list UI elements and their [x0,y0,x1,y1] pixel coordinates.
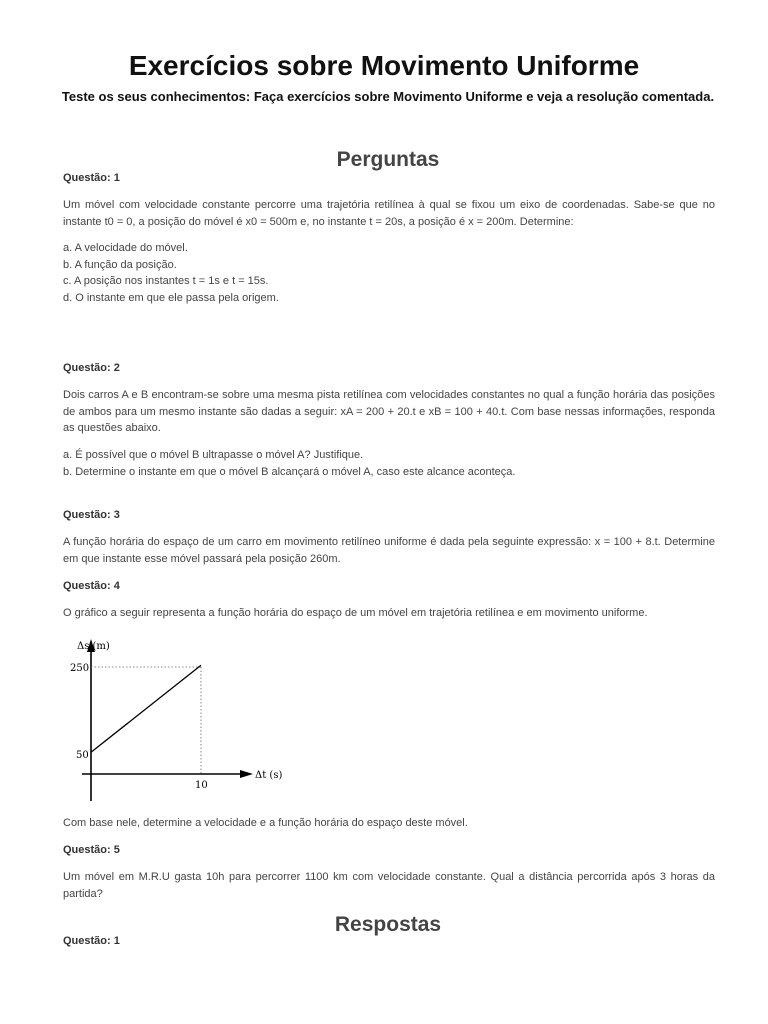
graph-y-axis-label: Δs (m) [77,641,110,652]
question-1-option-c: c. A posição nos instantes t = 1s e t = 15s. [63,275,269,287]
question-3-label: Questão: 3 [63,509,120,521]
graph-x-tick-10: 10 [195,780,208,791]
graph-y-tick-250: 250 [70,663,90,674]
graph-data-line [91,665,201,752]
question-2-options [63,447,515,480]
answer-1-label: Questão: 1 [63,935,120,947]
section-heading-perguntas: Perguntas [336,148,440,171]
page-title: Exercícios sobre Movimento Uniforme [128,50,640,81]
question-4-label: Questão: 4 [63,580,120,592]
question-2-text: Dois carros A e B encontram-se sobre uma mesma pista retilínea com velocidades constantes no qual a função horária das posições de ambos para um mesmo instante são dadas a seguir: xA = 200 + 20.t e xB = 100 + 40.t. Com base nessas informações, responda as questões abaixo. [63,389,715,434]
question-1-options [63,240,279,306]
question-1-option-b: b. A função da posição. [63,258,177,271]
graph-y-tick-50: 50 [76,750,89,761]
graph-x-axis-arrow [240,770,253,778]
position-time-graph [60,633,310,805]
page-subtitle: Teste os seus conhecimentos: Faça exercícios sobre Movimento Uniforme e veja a resolução comentada. [61,89,715,104]
question-1-option-a: a. A velocidade do móvel. [63,242,188,254]
question-2-option-b: b. Determine o instante em que o móvel B alcançará o móvel A, caso este alcance aconteça. [63,465,516,478]
question-1-option-d: d. O instante em que ele passa pela origem. [63,291,279,304]
question-4-text: O gráfico a seguir representa a função horária do espaço de um móvel em trajetória retilínea e em movimento uniforme. [63,607,648,619]
question-5-label: Questão: 5 [63,844,120,856]
question-1-label: Questão: 1 [63,172,120,184]
question-2-label: Questão: 2 [63,362,120,374]
question-4-followup: Com base nele, determine a velocidade e a função horária do espaço deste móvel. [63,817,468,829]
question-2-option-a: a. É possível que o móvel B ultrapasse o móvel A? Justifique. [63,449,364,461]
question-1-text: Um móvel com velocidade constante percorre uma trajetória retilínea à qual se fixou um eixo de coordenadas. Sabe-se que no instante t0 = 0, a posição do móvel é x0 = 500m e, no instante t = 20s, a posição é x = 200m. Determine: [63,199,715,228]
question-3-text: A função horária do espaço de um carro em movimento retilíneo uniforme é dada pela seguinte expressão: x = 100 + 8.t. Determine em que instante esse móvel passará pela posição 260m. [63,536,715,565]
question-5-text: Um móvel em M.R.U gasta 10h para percorrer 1100 km com velocidade constante. Qual a distância percorrida após 3 horas da partida? [63,871,715,900]
section-heading-respostas: Respostas [334,913,442,936]
graph-x-axis-label: Δt (s) [255,770,283,781]
